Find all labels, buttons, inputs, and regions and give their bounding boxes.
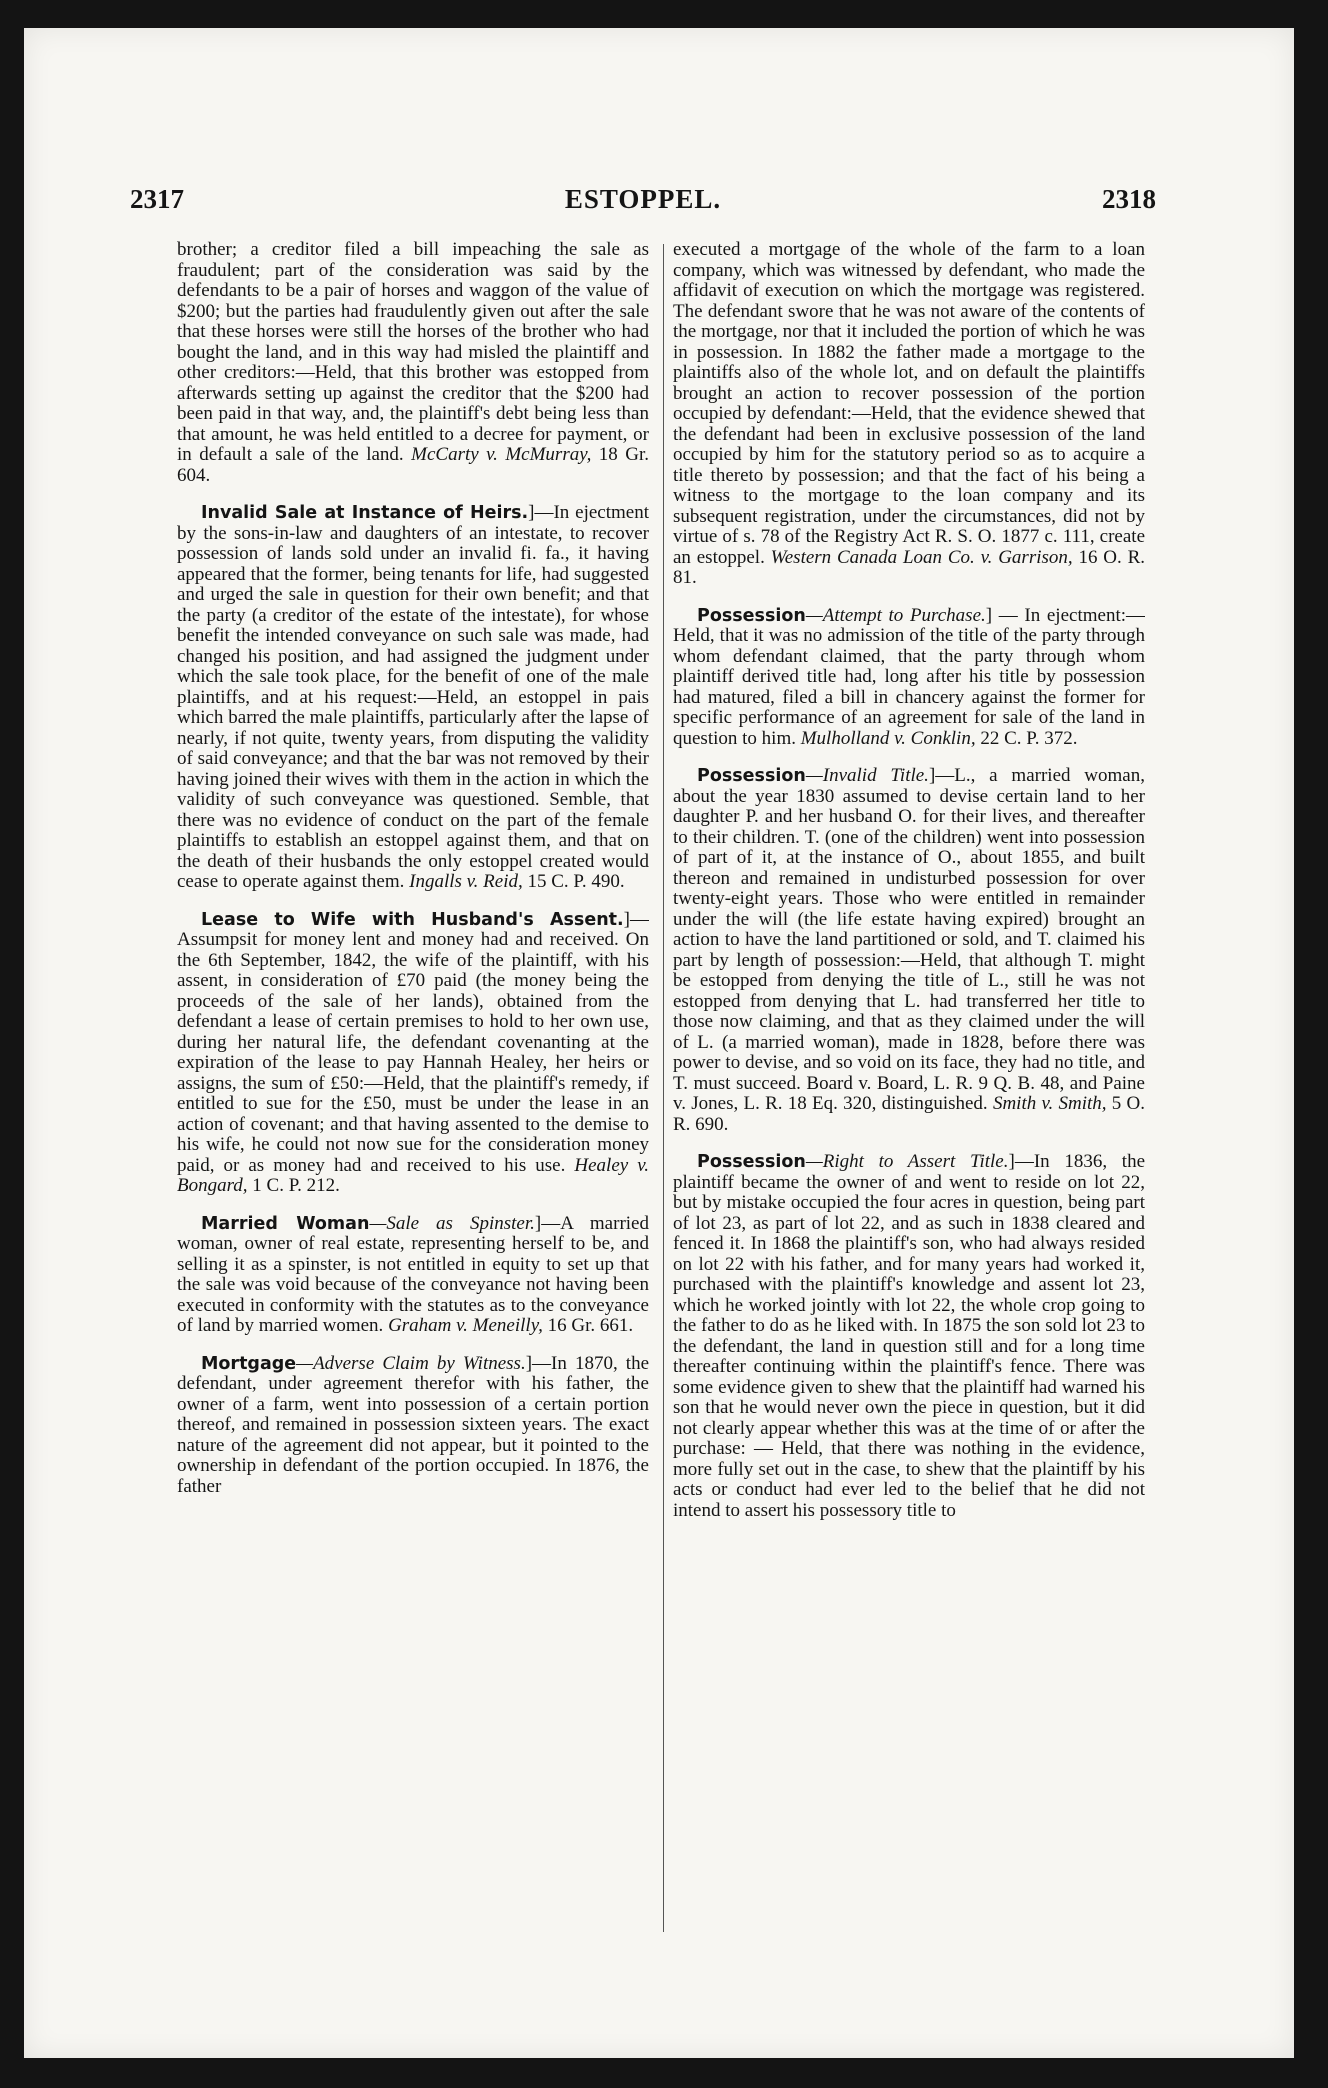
entry-continued (673, 240, 1145, 589)
column-divider (663, 244, 664, 1932)
entry-text: ]—In ejectment by the sons-in-law and daughters of an intestate, to recover possession of lands sold under an invalid fi. fa., it having appeared that the former, being tenants for life, had suggested and urged the sale in question for their own benefit; and that the party (a creditor of the estate of the intestate), for whose benefit the intended conveyance on such sale was made, had changed his position, and had assigned the judgment under which the sale took place, for the benefit of one of the male plaintiffs, and at his request:—Held, an estoppel in pais which barred the male plaintiffs, particularly after the lapse of nearly, if not quite, twenty years, from disputing the validity of said conveyance; and that the bar was not removed by their having joined their wives with them in the action in which the validity of such conveyance was questioned. Semble, that there was no evidence of conduct on the part of the female plaintiffs to establish an estoppel against them, and that on the death of their husbands the only estoppel created would cease to operate against them. (177, 502, 649, 892)
entry-continued (177, 240, 649, 486)
entry-text: brother; a creditor filed a bill impeaching the sale as fraudulent; part of the consideration was said by the defendants to be a pair of horses and waggon of the value of $200; but the parties had fraudulently given out after the sale that these horses were still the horses of the brother who had bought the land, and in this way had misled the plaintiff and other creditors:—Held, that this brother was estopped from afterwards setting up against the creditor that the $200 had been paid in that way, and, the plaintiff's debt being less than that amount, he was held entitled to a decree for payment, or in default a sale of the land. (177, 240, 649, 465)
page-number-right: 2318 (1102, 184, 1156, 214)
entry-text: ]—In 1836, the plaintiff became the owner of and went to reside on lot 22, but by mistake occupied the four acres in question, being part of lot 23, as part of lot 22, and as such in 1838 cleared and fenced it. In 1868 the plaintiff's son, who had always resided on lot 22 with his father, and for many years had worked it, purchased with the plaintiff's knowledge and assent lot 23, which he worked jointly with lot 22, the whole crop going to the father to do as he liked with. In 1875 the son sold lot 23 to the defendant, the land in question still and for a long time thereafter continuing within the plaintiff's fence. There was some evidence given to shew that the plaintiff had warned his son that he would never own the piece in question, but it did not clearly appear whether this was at the time of or after the purchase: — Held, that there was nothing in the evidence, more fully set out in the case, to shew that the plaintiff by his acts or conduct had ever led to the belief that he did not intend to assert his possessory title to (673, 1151, 1145, 1521)
report-reference: 15 C. P. 490. (522, 871, 625, 892)
entry-text: ]—Assumpsit for money lent and money had and received. On the 6th September, 1842, the wife of the plaintiff, with his assent, in consideration of £70 paid (the money being the proceeds of the sale of her lands), obtained from the defendant a lease of certain premises to hold to her own use, during her natural life, the defendant covenanting at the expiration of the lease to pay Hannah Healey, her heirs or assigns, the sum of £50:—Held, that the plaintiff's remedy, if entitled to sue for the £50, must be under the lease in an action of covenant; and that having assented to the demise to his wife, he could not now sue for the consideration money paid, or as money had and received to his use. (177, 908, 649, 1176)
entry-married-woman (177, 1214, 649, 1337)
entry-text: executed a mortgage of the whole of the farm to a loan company, which was witnessed by defendant, who made the affidavit of execution on which the mortgage was registered. The defendant swore that he was not aware of the contents of the mortgage, nor that it included the portion of which he was in possession. In 1882 the father made a mortgage to the plaintiffs also of the whole lot, and on default the plaintiffs brought an action to recover possession of the portion occupied by defendant:—Held, that the evidence shewed that the defendant had been in exclusive possession of the land occupied by him for the statutory period so as to acquire a title thereto by possession; and that the fact of his being a witness to the mortgage to the loan company and its subsequent registration, under the circumstances, did not by virtue of s. 78 of the Registry Act R. S. O. 1877 c. 111, create an estoppel. (673, 240, 1145, 568)
page-number-left: 2317 (130, 184, 184, 214)
report-reference: 16 O. R. 81. (673, 546, 1145, 588)
entry-subheading: —Right to Assert Title. (805, 1151, 1009, 1172)
entry-possession-invalid-title (673, 766, 1145, 1135)
entry-heading: Possession (697, 766, 806, 786)
entry-text: ]—A married woman, owner of real estate, representing herself to be, and selling it as a spinster, is not entitled in equity to set up that the sale was void because of the conveyance not having been executed in conformity with the statutes as to the conveyance of land by married women. (177, 1212, 649, 1336)
entry-subheading: —Sale as Spinster. (369, 1212, 535, 1234)
entry-text: ]—In 1870, the defendant, under agreement therefor with his father, the owner of a farm, went into possession of a certain portion thereof, and remained in possession sixteen years. The exact nature of the agreement did not appear, but it pointed to the ownership in defendant of the portion occupied. In 1876, the father (177, 1352, 649, 1497)
report-reference: 1 C. P. 212. (247, 1175, 340, 1196)
case-citation: Graham v. Meneilly, (388, 1315, 543, 1336)
entry-text: ] — In ejectment:—Held, that it was no admission of the title of the party through whom defendant claimed, that the party through whom plaintiff derived title had, long after his title by possession had matured, filed a bill in chancery against the former for specific performance of an agreement for sale of the land in question to him. (673, 604, 1145, 749)
page-title: ESTOPPEL. (564, 184, 722, 214)
case-citation: McCarty v. McMurray, (411, 444, 592, 465)
report-reference: 18 Gr. 604. (177, 444, 649, 486)
entry-heading: Married Woman (201, 1213, 370, 1234)
entry-heading: Possession (697, 1152, 806, 1172)
entry-possession-attempt (673, 606, 1145, 750)
right-column (673, 240, 1145, 1940)
entry-mortgage (177, 1354, 649, 1498)
case-citation: Smith v. Smith, (992, 1093, 1107, 1114)
entry-invalid-sale (177, 503, 649, 893)
running-header (130, 184, 1156, 224)
entry-lease-to-wife (177, 910, 649, 1197)
entry-subheading: —Adverse Claim by Witness. (296, 1352, 526, 1374)
report-reference: 5 O. R. 690. (673, 1093, 1145, 1135)
report-reference: 22 C. P. 372. (975, 727, 1078, 749)
case-citation: Mulholland v. Conklin, (800, 727, 976, 749)
report-reference: 16 Gr. 661. (542, 1315, 634, 1336)
entry-text: ]—L., a married woman, about the year 1830 assumed to devise certain land to her daughter P. and her husband O. for their lives, and thereafter to their children. T. (one of the children) went into possession of part of it, at the instance of O., about 1855, and built thereon and remained in undisturbed possession for over twenty-eight years. Those who were entitled in remainder under the will (the life estate having expired) brought an action to have the land partitioned or sold, and T. claimed his part by length of possession:—Held, that although T. might be estopped from denying the title of L., still he was not estopped from denying that L. had transferred her title to those now claiming, and that as they claimed under the will of L. (a married woman), made in 1828, before there was power to devise, and so void on its face, they had no title, and T. must succeed. Board v. Board, L. R. 9 Q. B. 48, and Paine v. Jones, L. R. 18 Eq. 320, distinguished. (673, 765, 1145, 1114)
case-citation: Ingalls v. Reid, (409, 871, 523, 892)
case-citation: Western Canada Loan Co. v. Garrison, (770, 546, 1073, 568)
entry-heading: Invalid Sale at Instance of Heirs. (201, 503, 529, 523)
case-citation: Healey v. Bongard, (177, 1154, 649, 1196)
entry-heading: Lease to Wife with Husband's Assent. (201, 909, 624, 930)
left-column (177, 240, 649, 1940)
entry-subheading: —Attempt to Purchase. (805, 604, 986, 626)
entry-subheading: —Invalid Title. (805, 765, 929, 786)
entry-possession-right-to-assert (673, 1152, 1145, 1521)
entry-heading: Possession (697, 605, 806, 626)
entry-heading: Mortgage (201, 1353, 297, 1374)
